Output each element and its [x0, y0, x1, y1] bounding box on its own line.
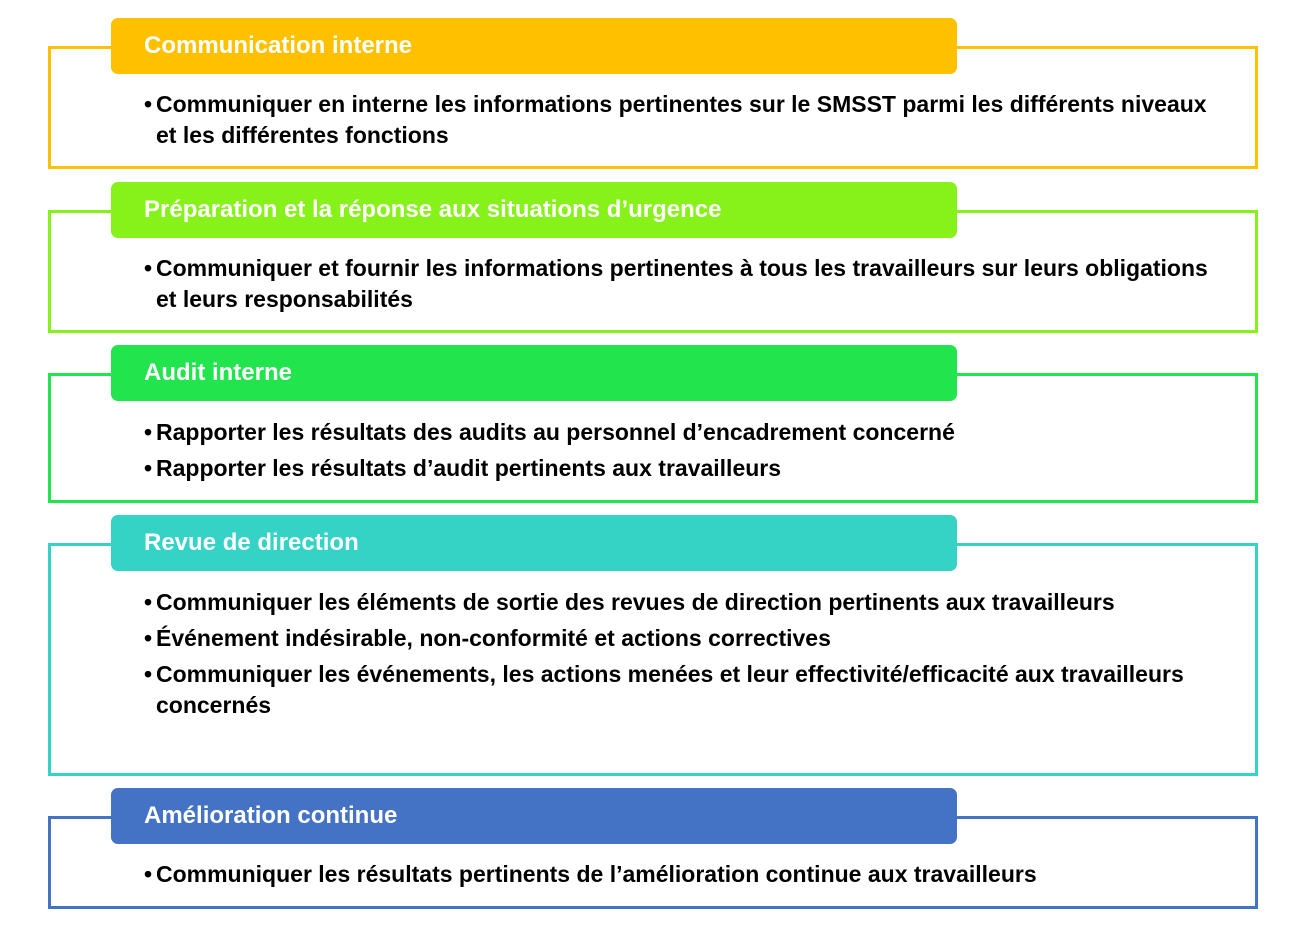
- bullet-item: [144, 253, 1224, 315]
- section-header-amelioration-continue: Amélioration continue: [111, 788, 957, 844]
- bullet-list: [144, 859, 1224, 895]
- bullet-marker: •: [144, 861, 153, 887]
- bullet-list: [144, 587, 1224, 726]
- bullet-list: [144, 417, 1224, 489]
- bullet-text: Rapporter les résultats d’audit pertinents aux travailleurs: [156, 455, 782, 481]
- bullet-marker: •: [144, 419, 153, 445]
- bullet-item: [144, 623, 1224, 654]
- bullet-text: Rapporter les résultats des audits au personnel d’encadrement concerné: [156, 419, 955, 445]
- bullet-item: [144, 453, 1224, 484]
- bullet-list: [144, 89, 1224, 156]
- bullet-marker: •: [144, 625, 153, 651]
- bullet-text: Communiquer les événements, les actions menées et leur effectivité/efficacité aux travailleurs concernés: [156, 661, 1184, 718]
- bullet-text: Communiquer en interne les informations pertinentes sur le SMSST parmi les différents niveaux et les différentes fonctions: [156, 91, 1207, 148]
- bullet-text: Communiquer les résultats pertinents de l’amélioration continue aux travailleurs: [156, 861, 1037, 887]
- bullet-item: [144, 859, 1224, 890]
- bullet-item: [144, 587, 1224, 618]
- bullet-text: Événement indésirable, non-conformité et actions correctives: [156, 625, 831, 651]
- bullet-list: [144, 253, 1224, 320]
- section-header-preparation-urgence: Préparation et la réponse aux situations d’urgence: [111, 182, 957, 238]
- bullet-marker: •: [144, 661, 153, 687]
- bullet-text: Communiquer les éléments de sortie des revues de direction pertinents aux travailleurs: [156, 589, 1115, 615]
- bullet-marker: •: [144, 255, 153, 281]
- bullet-item: [144, 659, 1224, 721]
- bullet-marker: •: [144, 455, 153, 481]
- section-header-audit-interne: Audit interne: [111, 345, 957, 401]
- bullet-item: [144, 417, 1224, 448]
- bullet-item: [144, 89, 1224, 151]
- bullet-marker: •: [144, 589, 153, 615]
- section-header-communication-interne: Communication interne: [111, 18, 957, 74]
- bullet-text: Communiquer et fournir les informations pertinentes à tous les travailleurs sur leurs obligations et leurs responsabilités: [156, 255, 1208, 312]
- bullet-marker: •: [144, 91, 153, 117]
- section-header-revue-de-direction: Revue de direction: [111, 515, 957, 571]
